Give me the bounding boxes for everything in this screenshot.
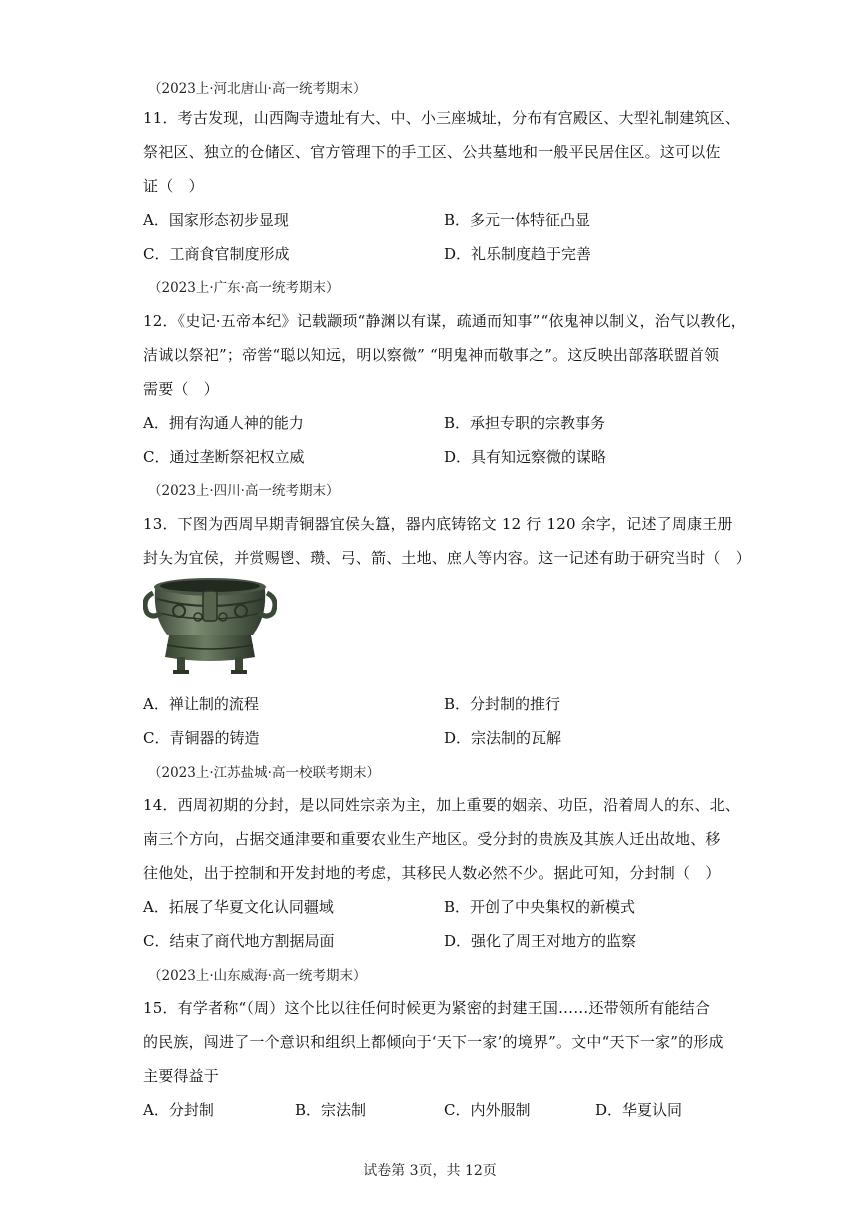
option-b: B．开创了中央集权的新模式	[444, 898, 636, 916]
option-b: B．宗法制	[295, 1101, 367, 1119]
bronze-gui-vessel-image	[143, 573, 277, 679]
question-text: 封夨为宜侯，并赏赐鬯、瓒、弓、箭、土地、庶人等内容。这一记述有助于研究当时（ ）	[143, 549, 752, 567]
option-b: B．承担专职的宗教事务	[444, 414, 606, 432]
option-a: A．分封制	[143, 1101, 214, 1119]
option-a: A．拥有沟通人神的能力	[143, 414, 304, 432]
option-d: D．具有知远察微的谋略	[444, 448, 607, 466]
option-c: C．结束了商代地方割据局面	[143, 932, 335, 950]
option-c: C．内外服制	[444, 1101, 531, 1119]
question-text: 祭祀区、独立的仓储区、官方管理下的手工区、公共墓地和一般平民居住区。这可以佐	[143, 143, 721, 161]
question-text: 需要（ ）	[143, 380, 220, 398]
option-c: C．工商食官制度形成	[143, 245, 290, 263]
question-text: 往他处，出于控制和开发封地的考虑，其移民人数必然不少。据此可知，分封制（ ）	[143, 864, 721, 882]
page-footer: 试卷第 3页，共 12页	[363, 1163, 497, 1179]
option-c: C．青铜器的铸造	[143, 729, 260, 747]
question-text: 证（ ）	[143, 177, 204, 195]
question-source: （2023上·山东威海·高一统考期末）	[148, 968, 367, 984]
option-d: D．华夏认同	[595, 1101, 683, 1119]
option-b: B．分封制的推行	[444, 695, 561, 713]
question-source: （2023上·四川·高一统考期末）	[148, 483, 340, 499]
option-d: D．宗法制的瓦解	[444, 729, 562, 747]
option-a: A．禅让制的流程	[143, 695, 259, 713]
question-text: 南三个方向，占据交通津要和重要农业生产地区。受分封的贵族及其族人迁出故地、移	[143, 830, 721, 848]
question-text: 14．西周初期的分封，是以同姓宗亲为主，加上重要的姻亲、功臣，沿着周人的东、北、	[143, 796, 741, 814]
question-source: （2023上·广东·高一统考期末）	[148, 280, 340, 296]
option-c: C．通过垄断祭祀权立威	[143, 448, 305, 466]
question-source: （2023上·河北唐山·高一统考期末）	[148, 81, 367, 97]
question-text: 15．有学者称“（周）这个比以往任何时候更为紧密的封建王国……还带领所有能结合	[143, 999, 711, 1017]
question-text: 主要得益于	[143, 1067, 220, 1085]
question-text: 11．考古发现，山西陶寺遗址有大、中、小三座城址，分布有宫殿区、大型礼制建筑区、	[143, 109, 741, 127]
question-text: 13．下图为西周早期青铜器宜侯夨簋，器内底铸铭文 12 行 120 余字，记述了周康王册	[143, 515, 733, 533]
option-b: B．多元一体特征凸显	[444, 211, 591, 229]
option-a: A．国家形态初步显现	[143, 211, 289, 229]
question-text: 12．《史记·五帝本纪》记载颛顼“静渊以有谋，疏通而知事”“依鬼神以制义，治气以教化，	[143, 312, 746, 330]
option-d: D．礼乐制度趋于完善	[444, 245, 592, 263]
question-text: 洁诚以祭祀”；帝喾“聪以知远，明以察微” “明鬼神而敬事之”。这反映出部落联盟首领	[143, 346, 720, 364]
option-d: D．强化了周王对地方的监察	[444, 932, 637, 950]
question-text: 的民族，闯进了一个意识和组织上都倾向于‘天下一家’的境界”。文中“天下一家”的形成	[143, 1033, 724, 1051]
option-a: A．拓展了华夏文化认同疆域	[143, 898, 334, 916]
question-source: （2023上·江苏盐城·高一校联考期末）	[148, 765, 380, 781]
